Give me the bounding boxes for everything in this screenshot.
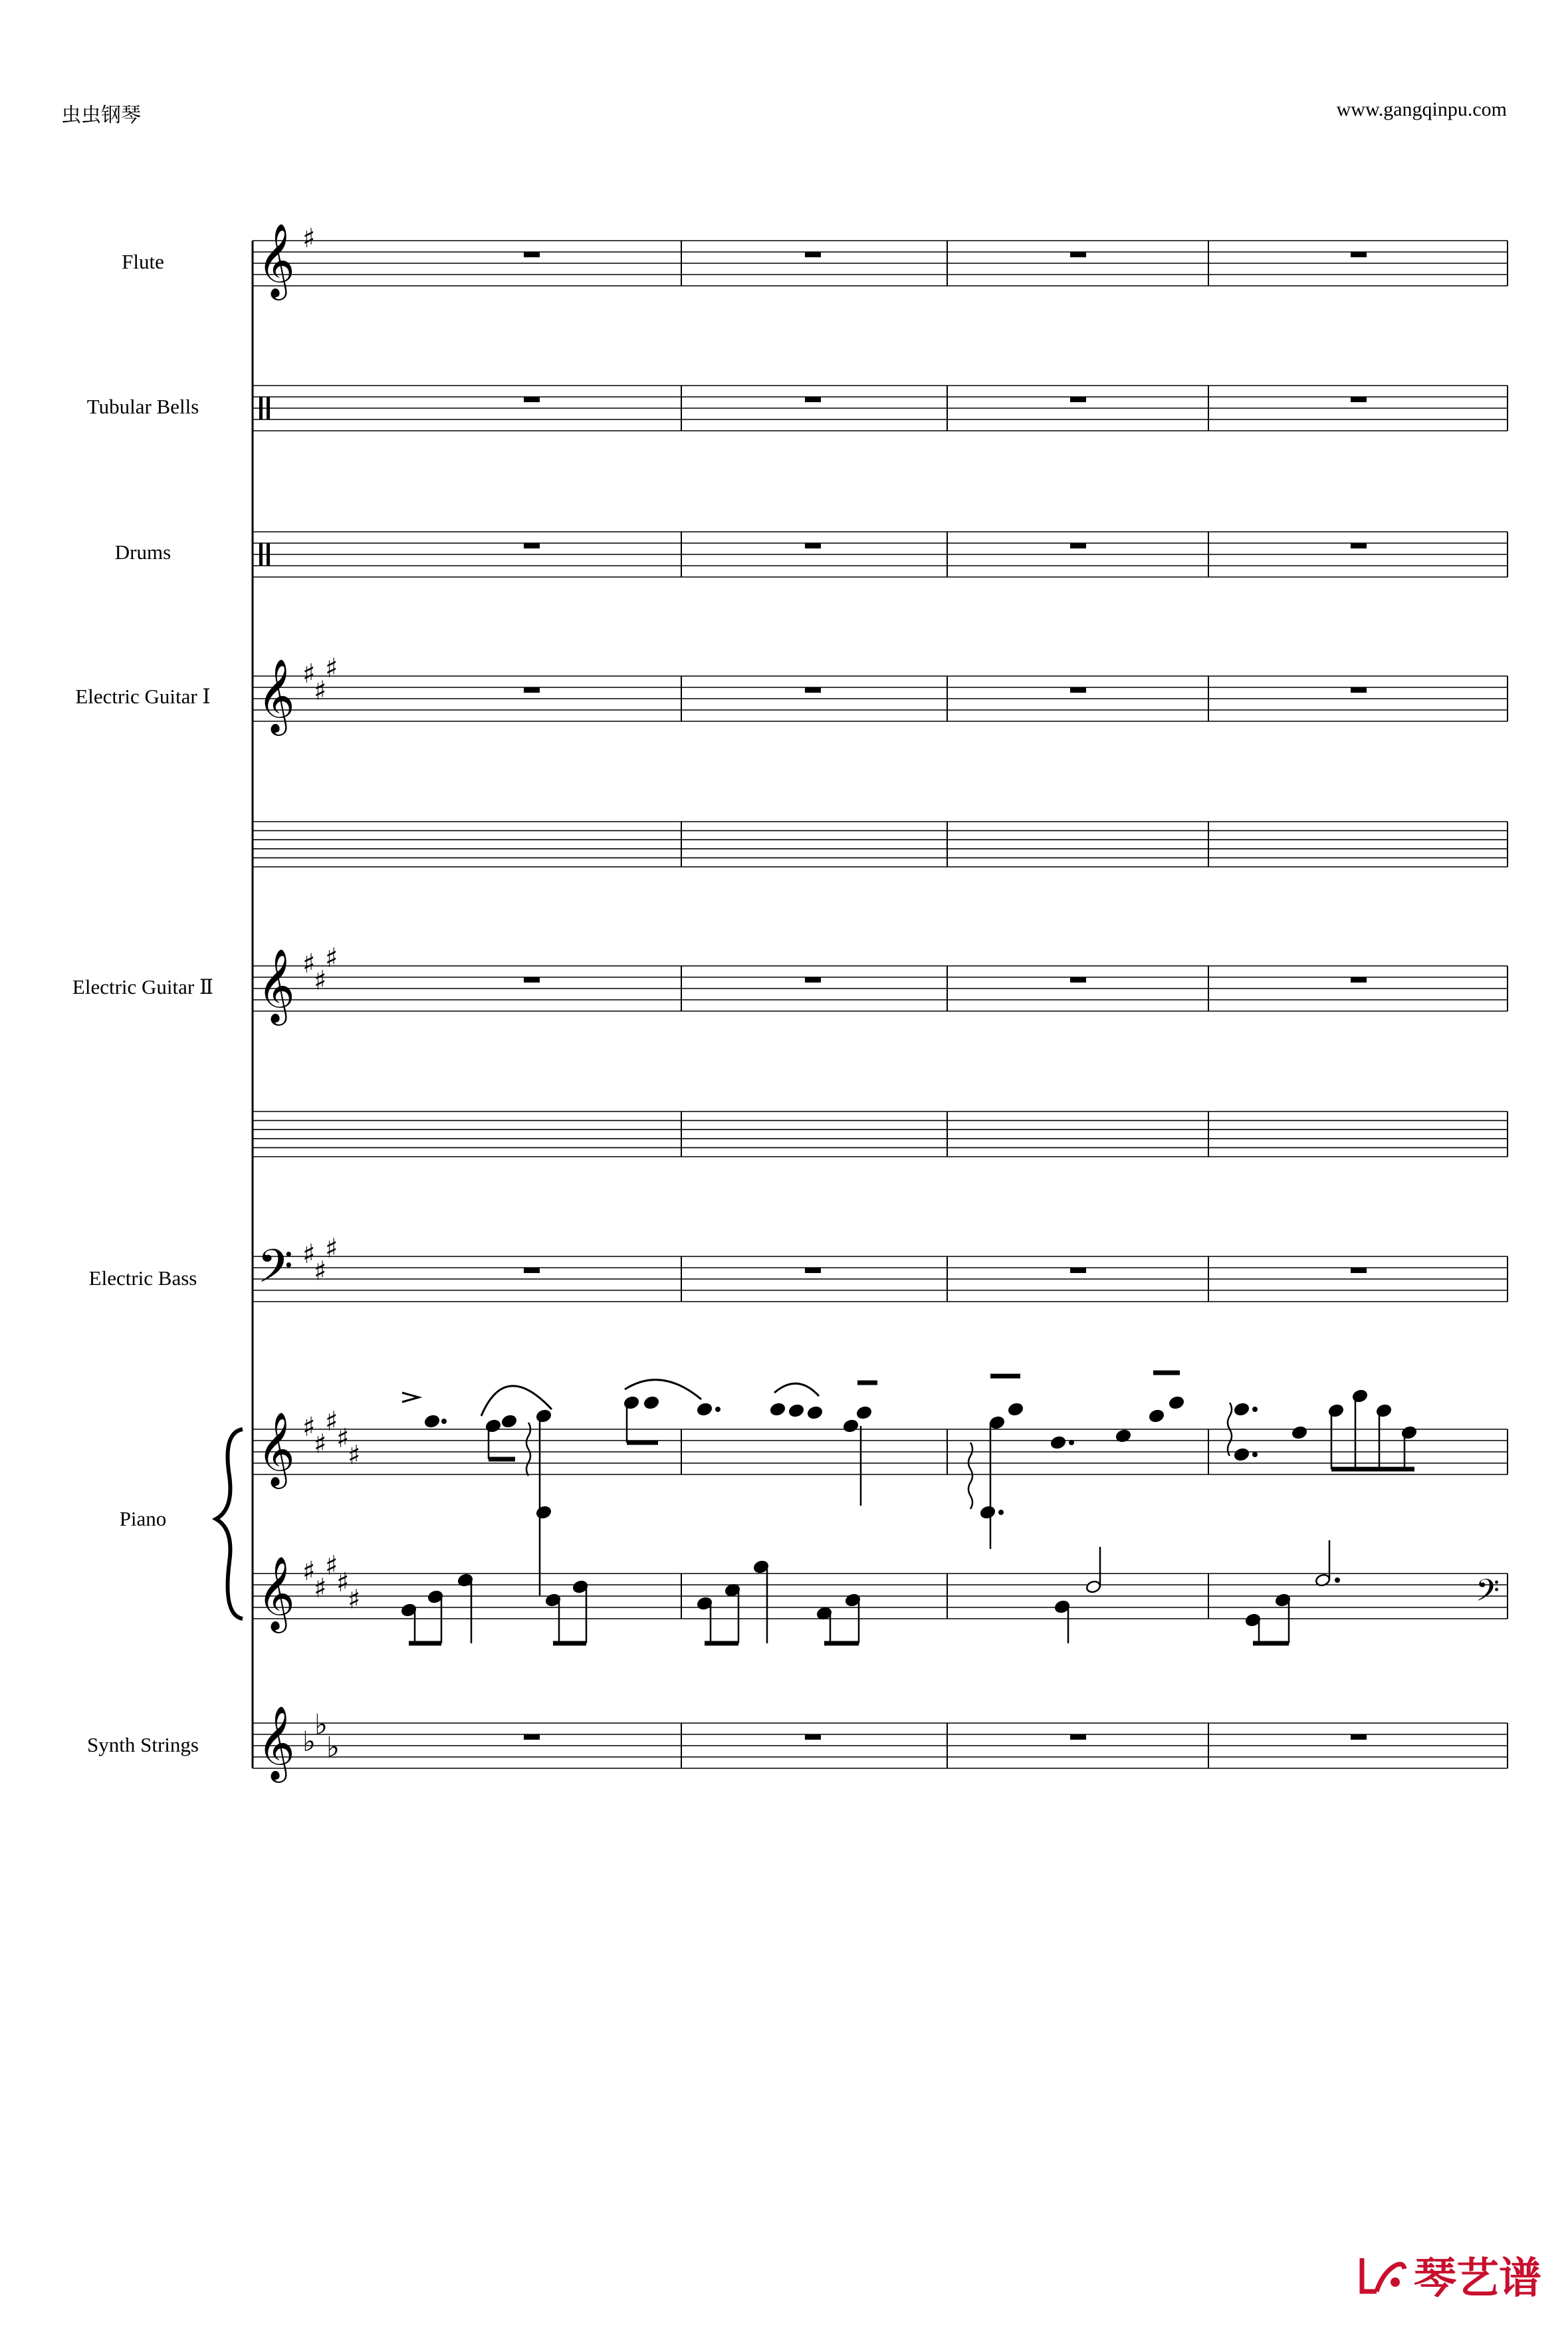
sharp-accidental-icon: ♯ xyxy=(314,675,327,707)
staff-7 xyxy=(253,1234,1508,1305)
staff-4 xyxy=(253,822,1508,867)
note-head xyxy=(1401,1426,1417,1440)
augmentation-dot xyxy=(716,1407,721,1412)
whole-rest-icon xyxy=(1351,687,1367,693)
augmentation-dot xyxy=(999,1510,1004,1515)
staff-2 xyxy=(253,532,1508,577)
note-head xyxy=(807,1406,823,1420)
sharp-accidental-icon: ♯ xyxy=(325,1406,338,1437)
note-head xyxy=(1234,1403,1250,1417)
note-head xyxy=(1149,1409,1165,1423)
staff-5 xyxy=(253,943,1508,1026)
sharp-accidental-icon: ♯ xyxy=(325,943,338,974)
note-head xyxy=(788,1404,804,1418)
sharp-accidental-icon: ♯ xyxy=(314,1429,327,1460)
staff-10 xyxy=(253,1705,1508,1783)
whole-rest-icon xyxy=(805,397,821,402)
instrument-label-piano: Piano xyxy=(119,1507,167,1530)
site-url[interactable]: www.gangqinpu.com xyxy=(1336,98,1507,120)
whole-rest-icon xyxy=(524,977,540,983)
treble-clef-icon: 𝄞 xyxy=(257,658,295,733)
treble-clef-icon: 𝄞 xyxy=(257,223,295,297)
treble-clef-icon: 𝄞 xyxy=(257,1411,295,1486)
instrument-label-tubular-bells: Tubular Bells xyxy=(86,395,199,418)
sharp-accidental-icon: ♯ xyxy=(314,1256,327,1287)
whole-rest-icon xyxy=(1351,397,1367,402)
whole-rest-icon xyxy=(524,1734,540,1740)
flat-accidental-icon: ♭ xyxy=(326,1730,340,1764)
staff-systems xyxy=(216,223,1508,1783)
slur xyxy=(625,1380,701,1399)
note-head xyxy=(536,1506,552,1520)
sharp-accidental-icon: ♯ xyxy=(302,949,316,979)
sharp-accidental-icon: ♯ xyxy=(325,1233,338,1264)
whole-rest-icon xyxy=(1351,977,1367,983)
instrument-label-synth-strings: Synth Strings xyxy=(87,1733,199,1756)
note-head xyxy=(989,1416,1005,1430)
note-head xyxy=(770,1403,786,1417)
bass-clef-change-icon: 𝄢 xyxy=(1476,1573,1500,1616)
percussion-clef-icon xyxy=(267,397,270,419)
note-head xyxy=(980,1506,996,1520)
whole-rest-icon xyxy=(805,1734,821,1740)
staff-3 xyxy=(253,653,1508,737)
sharp-accidental-icon: ♯ xyxy=(302,659,316,689)
sharp-accidental-icon: ♯ xyxy=(314,965,327,996)
flat-accidental-icon: ♭ xyxy=(302,1725,316,1758)
sharp-accidental-icon: ♯ xyxy=(325,1550,338,1581)
sharp-accidental-icon: ♯ xyxy=(325,653,338,684)
note-head xyxy=(1352,1389,1368,1403)
sharp-accidental-icon: ♯ xyxy=(348,1440,361,1471)
whole-rest-icon xyxy=(805,543,821,548)
staff-6 xyxy=(253,1111,1508,1157)
piano-notation xyxy=(401,1373,1500,1643)
arpeggio-icon xyxy=(968,1443,972,1509)
site-name: 虫虫钢琴 xyxy=(61,104,141,126)
whole-rest-icon xyxy=(1070,977,1086,983)
treble-clef-icon: 𝄞 xyxy=(257,948,295,1022)
augmentation-dot xyxy=(1253,1407,1258,1412)
whole-rest-icon xyxy=(1351,543,1367,548)
brand-logo xyxy=(1357,2244,1541,2305)
piano-brace xyxy=(216,1429,243,1619)
whole-rest-icon xyxy=(1070,543,1086,548)
music-note-logo-icon xyxy=(1357,2252,1410,2298)
note-head xyxy=(1085,1580,1101,1594)
note-head xyxy=(1234,1448,1250,1462)
sharp-accidental-icon: ♯ xyxy=(302,1412,316,1443)
note-head xyxy=(843,1419,859,1433)
whole-rest-icon xyxy=(1351,1734,1367,1740)
note-head xyxy=(1291,1426,1307,1440)
augmentation-dot xyxy=(1335,1578,1340,1583)
sharp-accidental-icon: ♯ xyxy=(302,1556,316,1587)
percussion-clef-icon xyxy=(267,543,270,566)
note-head xyxy=(643,1396,659,1410)
note-head xyxy=(623,1396,639,1410)
treble-clef-icon: 𝄞 xyxy=(257,1705,295,1780)
note-head xyxy=(501,1415,517,1429)
whole-rest-icon xyxy=(805,687,821,693)
note-head xyxy=(1328,1404,1344,1418)
whole-rest-icon xyxy=(524,543,540,548)
arpeggio-icon xyxy=(526,1423,530,1476)
whole-rest-icon xyxy=(1351,1268,1367,1273)
staff-8 xyxy=(253,1407,1508,1490)
note-head xyxy=(1376,1404,1392,1418)
accent-icon xyxy=(402,1393,419,1402)
whole-rest-icon xyxy=(805,252,821,257)
note-head xyxy=(1169,1396,1184,1410)
sharp-accidental-icon: ♯ xyxy=(302,223,316,254)
logo-text: 琴艺谱 xyxy=(1414,2254,1541,2303)
instrument-label-electric-bass: Electric Bass xyxy=(88,1266,197,1290)
note-head xyxy=(485,1419,501,1433)
note-head xyxy=(424,1415,440,1429)
whole-rest-icon xyxy=(1070,687,1086,693)
whole-rest-icon xyxy=(1070,1268,1086,1273)
whole-rest-icon xyxy=(1070,397,1086,402)
sharp-accidental-icon: ♯ xyxy=(336,1423,350,1454)
percussion-clef-icon xyxy=(259,543,263,566)
whole-rest-icon xyxy=(524,1268,540,1273)
staff-1 xyxy=(253,386,1508,431)
augmentation-dot xyxy=(1253,1453,1258,1457)
whole-rest-icon xyxy=(524,252,540,257)
slur xyxy=(774,1383,819,1396)
sharp-accidental-icon: ♯ xyxy=(314,1573,327,1604)
bass-clef-icon: 𝄢 xyxy=(257,1239,294,1304)
note-head xyxy=(697,1403,713,1417)
whole-rest-icon xyxy=(524,397,540,402)
flat-accidental-icon: ♭ xyxy=(314,1708,328,1741)
treble-clef-icon: 𝄞 xyxy=(257,1556,295,1630)
whole-rest-icon xyxy=(805,977,821,983)
whole-rest-icon xyxy=(1070,1734,1086,1740)
instrument-label-electric-guitar-2: Electric Guitar Ⅱ xyxy=(72,975,214,998)
whole-rest-icon xyxy=(805,1268,821,1273)
note-head xyxy=(856,1406,872,1420)
note-head xyxy=(1008,1403,1024,1417)
instrument-label-electric-guitar-1: Electric Guitar Ⅰ xyxy=(75,685,211,708)
whole-rest-icon xyxy=(524,687,540,693)
sharp-accidental-icon: ♯ xyxy=(348,1584,361,1615)
percussion-clef-icon xyxy=(259,397,263,419)
augmentation-dot xyxy=(442,1419,447,1424)
note-head xyxy=(1050,1436,1066,1450)
note-head xyxy=(536,1409,552,1423)
sharp-accidental-icon: ♯ xyxy=(336,1568,350,1598)
whole-rest-icon xyxy=(1070,252,1086,257)
staff-0 xyxy=(253,223,1508,300)
instrument-label-flute: Flute xyxy=(122,250,164,273)
instrument-label-drums: Drums xyxy=(114,540,171,564)
sharp-accidental-icon: ♯ xyxy=(302,1239,316,1270)
whole-rest-icon xyxy=(1351,252,1367,257)
augmentation-dot xyxy=(1069,1441,1074,1445)
